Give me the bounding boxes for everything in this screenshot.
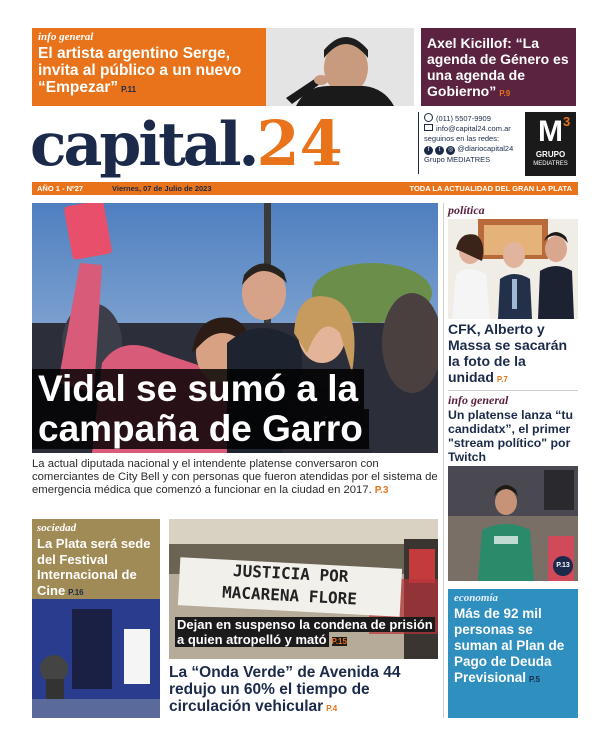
politica-kicker: política <box>448 203 485 217</box>
serge-photo <box>266 28 414 106</box>
group-label: Grupo MEDIATRES <box>424 155 491 164</box>
instagram-icon[interactable]: ◎ <box>448 147 454 153</box>
info-kicker: info general <box>448 393 509 407</box>
top-left-teaser[interactable] <box>32 28 266 106</box>
logo-number: 24 <box>256 107 343 180</box>
info-photo[interactable] <box>448 466 578 581</box>
sociedad-photo <box>32 599 160 718</box>
info-page-badge: P.13 <box>553 556 573 576</box>
main-headline[interactable] <box>32 369 438 449</box>
logo-main: capital. <box>30 110 257 180</box>
col-divider <box>443 203 444 718</box>
top-right-page: P.9 <box>499 89 511 98</box>
politica-photo[interactable] <box>448 219 578 319</box>
economia-page: P.5 <box>529 675 541 684</box>
facebook-icon[interactable]: f <box>424 146 433 155</box>
date-label: Viernes, 07 de Julio de 2023 <box>112 184 212 193</box>
brand-sub2: MEDIATRES <box>533 161 568 167</box>
onda-verde-headline[interactable]: La “Onda Verde” de Avenida 44 redujo un 60% el tiempo de circulación vehicular P.4 <box>169 664 401 715</box>
social-line[interactable]: f t ◎ @diariocapital24 <box>424 144 524 155</box>
main-headline-line-1: Vidal se sumó a la <box>32 369 364 409</box>
follow-label: seguinos en las redes: <box>424 134 500 143</box>
logo[interactable] <box>30 104 410 184</box>
top-left-kicker: info general <box>38 31 94 43</box>
mediatres-logo[interactable] <box>525 112 576 176</box>
info-headline[interactable]: Un platense lanza “tu candidatx”, el primer "stream político" por Twitch <box>448 408 574 464</box>
economia-box[interactable] <box>448 589 578 718</box>
brand-sup: 3 <box>563 114 571 129</box>
banner-line-2: MACARENA FLORE <box>221 582 358 609</box>
economia-kicker: economía <box>454 592 498 604</box>
main-lead: La actual diputada nacional y el intendente platense conversaron con comerciantes de City Bell y con personas que fueron atendidas por el sistema de emergencia médica que comenzó a funcionar en la ciudad en 2017. P.3 <box>32 458 438 496</box>
contact-block <box>424 113 524 165</box>
mail-icon <box>424 124 433 131</box>
sociedad-kicker: sociedad <box>37 522 77 534</box>
phone-line[interactable]: (011) 5507-9909 <box>424 113 524 124</box>
brand-sub1: GRUPO <box>535 150 566 159</box>
main-headline-line-2: campaña de Garro <box>32 409 369 449</box>
social-icons <box>424 144 457 153</box>
politica-divider <box>448 390 578 391</box>
main-page: P.3 <box>374 485 389 496</box>
main-photo[interactable] <box>32 203 438 453</box>
info-bar <box>32 182 578 195</box>
top-left-page: P.11 <box>121 85 137 94</box>
masthead-divider <box>418 112 419 174</box>
top-right-headline: Axel Kicillof: “La agenda de Género es una agenda de Gobierno” P.9 <box>427 35 569 99</box>
twitter-icon[interactable]: t <box>435 146 444 155</box>
brand-mark: M <box>538 115 563 148</box>
whatsapp-icon <box>424 113 433 122</box>
tagline: TODA LA ACTUALIDAD DEL GRAN LA PLATA <box>409 184 572 193</box>
edition-label: AÑO 1 - Nº27 <box>37 184 84 193</box>
email-line[interactable]: info@capital24.com.ar <box>424 124 524 134</box>
sociedad-headline: La Plata será sede del Festival Internacional de Cine P.16 <box>37 536 151 598</box>
politica-page: P.7 <box>496 375 508 384</box>
onda-verde-page: P.4 <box>326 704 338 713</box>
sociedad-page: P.16 <box>68 587 84 597</box>
justicia-photo[interactable] <box>169 519 438 659</box>
top-right-teaser[interactable] <box>421 28 576 106</box>
justicia-page: P.15 <box>331 637 347 646</box>
politica-headline[interactable]: CFK, Alberto y Massa se sacarán la foto de la unidad P.7 <box>448 321 568 385</box>
justicia-headline: Dejan en suspenso la condena de prisión a quien atropelló y mató P.15 <box>177 617 433 647</box>
top-left-headline: El artista argentino Serge, invita al público a un nuevo “Empezar” P.11 <box>38 45 242 96</box>
banner-line-1: JUSTICIA POR <box>232 561 349 587</box>
sociedad-box[interactable] <box>32 519 160 718</box>
economia-headline: Más de 92 mil personas se suman al Plan de Pago de Deuda Previsional P.5 <box>454 606 565 685</box>
